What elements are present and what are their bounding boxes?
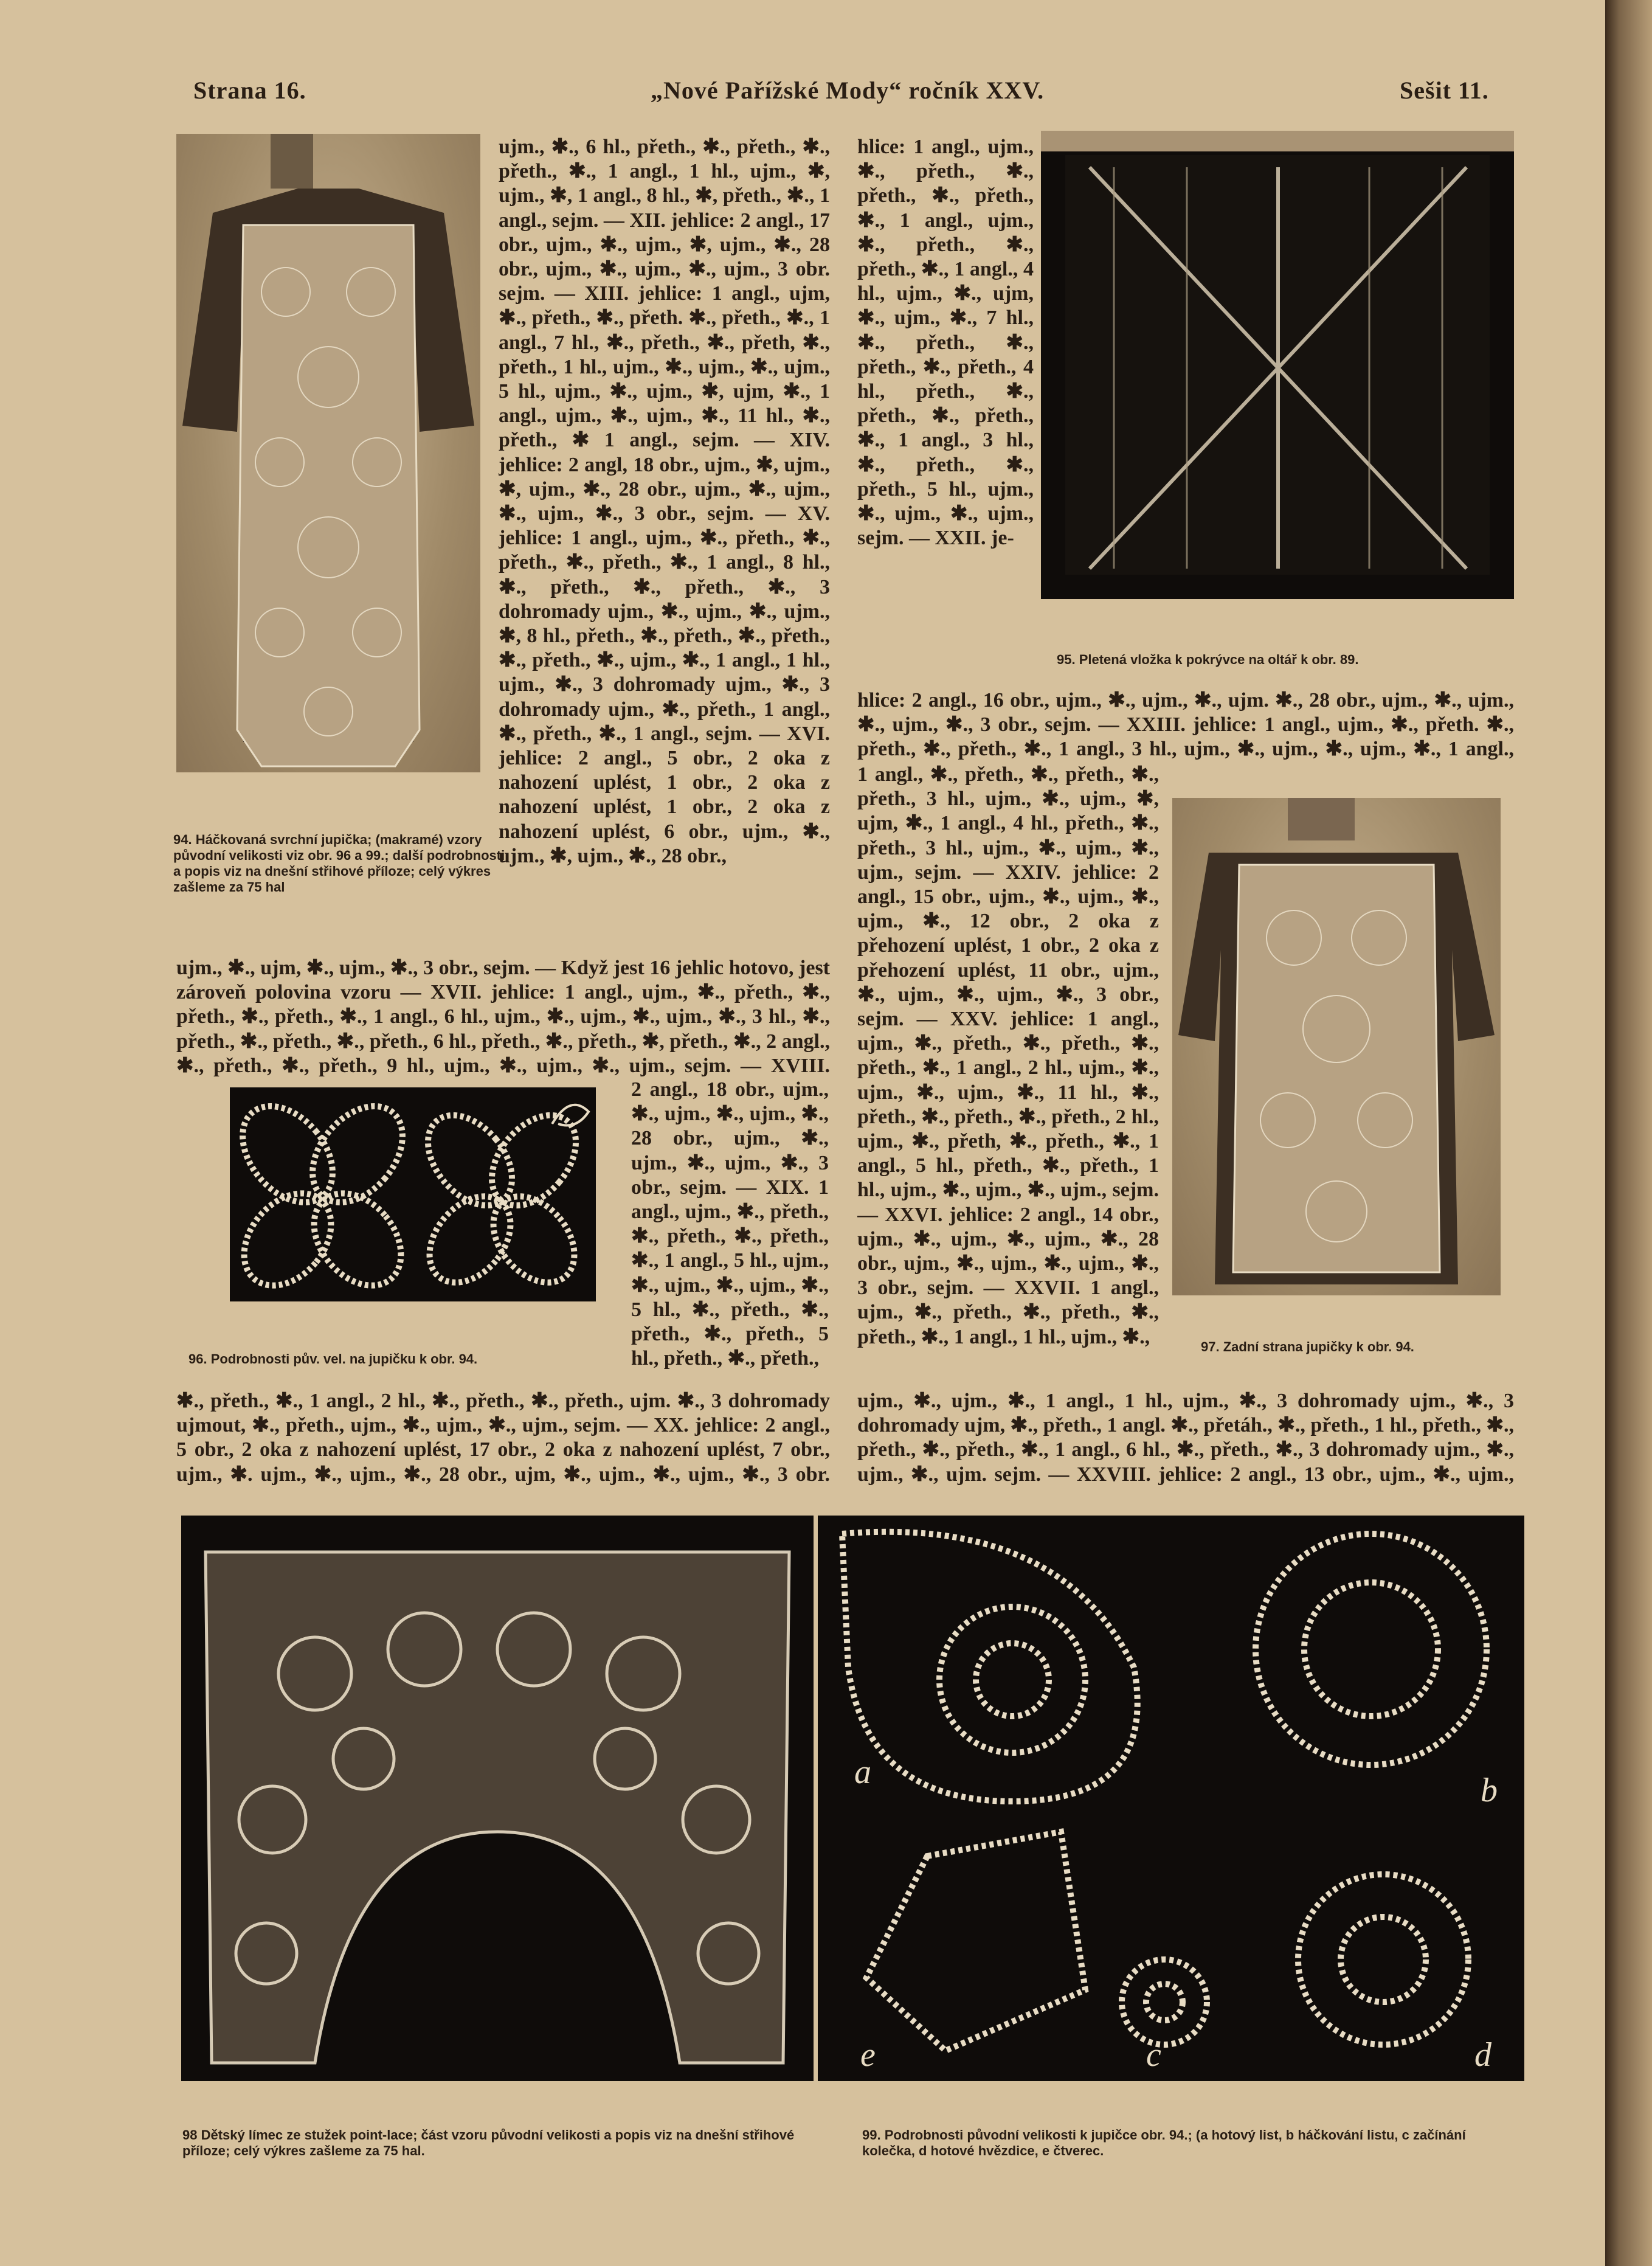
page-number: Strana 16. xyxy=(193,77,306,104)
caption-98 xyxy=(182,2127,812,2159)
figure-99-label-c: c xyxy=(1146,2036,1161,2074)
figure-99-label-b: b xyxy=(1481,1772,1498,1809)
figure-97-blouse-back xyxy=(1172,798,1501,1295)
pattern-text-column-b: 2 angl., 18 obr., ujm., ✱., ujm., ✱., ujm., ✱., 28 obr., ujm., ✱., ujm., ✱., ujm., ✱., 3 obr., sejm. — XIX. 1 angl., ujm., ✱., přeth., ✱., přeth., ✱., přeth., ✱., 1 angl., 5 hl., ujm., ✱., ujm., ✱., ujm., ✱., 5 hl., ✱., přeth., ✱., přeth., ✱., přeth., 5 hl., přeth., ✱., přeth., xyxy=(631,1078,829,1370)
caption-98-text: Dětský límec ze stužek point-lace; část vzoru původní velikosti a popis viz na dnešní střihové příloze; celý výkres zašleme za 75 hal. xyxy=(182,2127,795,2158)
caption-95: 95. Pletená vložka k pokrývce na oltář k obr. 89. xyxy=(1057,652,1359,667)
figure-99-label-a: a xyxy=(854,1753,871,1791)
pattern-text-column-a: ujm., ✱., 6 hl., přeth., ✱., přeth., ✱., přeth., ✱., 1 angl., 1 hl., ujm., ✱, ujm., ✱, 1 angl., 8 hl., ✱, přeth., ✱., 1 angl., sejm. — XII. jehlice: 2 angl., 17 obr., ujm., ✱., ujm., ✱, ujm., ✱., 28 obr., ujm., ✱., ujm., ✱., ujm., 3 obr. sejm. — XIII. jehlice: 1 angl., ujm, ✱., přeth., ✱., přeth. ✱., přeth., ✱., 1 angl., 7 hl., ✱., přeth., ✱., přeth, ✱., přeth., 1 hl., ujm., ✱., ujm., ✱., ujm., 5 hl., ujm., ✱., ujm., ✱, ujm, ✱., 1 angl., ujm., ✱., ujm., ✱., 11 hl., ✱., přeth., ✱ 1 angl., sejm. — XIV. jehlice: 2 angl, 18 obr., ujm., ✱, ujm., ✱, ujm., ✱., 28 obr., ujm., ✱., ujm., ✱., ujm., ✱., 3 obr., sejm. — XV. jehlice: 1 angl., ujm., ✱., přeth., ✱., přeth., ✱., přeth., ✱., 1 angl., 8 hl., ✱., přeth., ✱., přeth., ✱., 3 dohromady ujm., ✱., ujm., ✱., ujm., ✱, 8 hl., přeth., ✱., přeth., ✱., přeth., ✱., přeth., ✱., ujm., ✱., 1 angl., 1 hl., ujm., ✱., 3 dohromady ujm., ✱., 3 dohromady ujm., ✱., přeth., 1 angl., ✱., přeth., ✱., 1 angl., sejm. — XVI. jehlice: 2 angl., 5 obr., 2 oka z nahození uplést, 1 obr., 2 oka z nahození uplést, 1 obr., 2 oka z nahození uplést, 6 obr., ujm., ✱., ujm., ✱, ujm., ✱., 28 obr., xyxy=(499,136,830,867)
magazine-title: „Nové Pařížské Mody“ ročník XXV. xyxy=(651,77,1045,104)
pattern-text-full-1: ujm., ✱., ujm, ✱., ujm., ✱., 3 obr., sejm. — Když jest 16 jehlic hotovo, jest zároveň polovina vzoru — XVII. jehlice: 1 angl., ujm., ✱., přeth., ✱., přeth., ✱., přeth., ✱., 1 angl., 6 hl., ujm., ✱., ujm., ✱., ujm., ✱., 3 hl., ✱., přeth., ✱., přeth., ✱., přeth., 6 hl., přeth., ✱., přeth., ✱, přeth., ✱., 2 angl., ✱., přeth., ✱., přeth., 9 hl., ujm., ✱., ujm., ✱., ujm., sejm. — XVIII. xyxy=(176,957,830,1077)
caption-94: 94. Háčkovaná svrchní jupička; (makramé) vzory původní velikosti viz obr. 96 a 99.; další podrobnosti a popis viz na dnešní střihové příloze; celý výkres zašleme za 75 hal xyxy=(173,832,505,895)
caption-98-number: 98 xyxy=(182,2127,198,2143)
pattern-text-full-3: ujm., ✱., ujm., ✱., 1 angl., 1 hl., ujm., ✱., 3 dohromady ujm., ✱., 3 dohromady ujm, ✱., přeth., 1 angl. ✱., přetáh., ✱., přeth., 1 hl., přeth., ✱., přeth., ✱., přeth., ✱., 1 angl., 6 hl., ✱., přeth., ✱., 3 dohromady ujm., ✱., ujm., ✱., ujm. sejm. — XXVIII. jehlice: 2 angl., 13 obr., ujm., ✱., ujm., xyxy=(857,1390,1514,1486)
figure-99-label-d: d xyxy=(1474,2036,1491,2074)
caption-97: 97. Zadní strana jupičky k obr. 94. xyxy=(1201,1339,1414,1354)
pattern-text-column-d: 1 angl., ✱., přeth., ✱., přeth., ✱., přeth., 3 hl., ujm., ✱., ujm., ✱, ujm, ✱., 1 angl., 4 hl., přeth., ✱., přeth., 3 hl., ujm., ✱., ujm., ✱., ujm., sejm. — XXIV. jehlice: 2 angl., 15 obr., ujm., ✱., ujm., ✱., ujm., ✱., 12 obr., 2 oka z přehození uplést, 1 obr., 2 oka z přehození uplést, 11 obr., ujm., ✱., ujm., ✱., ujm., ✱., 3 obr., sejm. — XXV. jehlice: 1 angl., ujm., ✱., přeth., ✱., přeth., ✱., přeth., ✱., 1 angl., 2 hl., ujm., ✱., ujm., ✱., ujm., ✱., 11 hl., ✱., přeth., ✱., přeth., ✱., přeth., 2 hl., ujm., ✱., přeth, ✱., přeth., ✱., 1 angl., 5 hl., přeth., ✱., přeth., 1 hl., ujm., ✱., ujm., ✱., ujm., sejm. — XXVI. jehlice: 2 angl., 14 obr., ujm., ✱., ujm., ✱., ujm., ✱., 28 obr., ujm., ✱., ujm., ✱., ujm., ✱., 3 obr., sejm. — XXVII. 1 angl., ujm., ✱., přeth., ✱., přeth., ✱., přeth., ✱., 1 angl., 1 hl., ujm., ✱., xyxy=(857,763,1159,1348)
figure-95-knitted-insert xyxy=(1041,131,1514,599)
binding-edge xyxy=(1605,0,1652,2266)
figure-94-blouse-front xyxy=(176,134,480,772)
caption-96: 96. Podrobnosti pův. vel. na jupičku k obr. 94. xyxy=(188,1351,478,1367)
pattern-text-wide-mid: hlice: 2 angl., 16 obr., ujm., ✱., ujm., ✱., ujm. ✱., 28 obr., ujm., ✱., ujm., ✱., ujm., ✱., 3 obr., sejm. — XXIII. jehlice: 1 angl., ujm., ✱., přeth. ✱., přeth., ✱., přeth., ✱., 1 angl., 3 hl., ujm., ✱., ujm., ✱., ujm., ✱., 1 angl., xyxy=(857,689,1514,761)
pattern-text-column-c: hlice: 1 angl., ujm., ✱., přeth., ✱., přeth., ✱., přeth., ✱., 1 angl., ujm., ✱., přeth., ✱., přeth., ✱., 1 angl., 4 hl., ujm., ✱., ujm, ✱., ujm., ✱., 7 hl., ✱., přeth., ✱., přeth., ✱., přeth., 4 hl., přeth., ✱., přeth., ✱., přeth., ✱., 1 angl., 3 hl., ✱., přeth., ✱., přeth., 5 hl., ujm., ✱., ujm., ✱., ujm., sejm. — XXII. je- xyxy=(857,136,1034,550)
caption-99: 99. Podrobnosti původní velikosti k jupičce obr. 94.; (a hotový list, b háčkování listu, c začínání kolečka, d hotové hvězdice, e čtverec. xyxy=(862,2127,1466,2158)
issue-number: Sešit 11. xyxy=(1400,77,1489,104)
figure-99-crochet-details xyxy=(818,1516,1524,2081)
figure-99-label-e: e xyxy=(860,2036,876,2074)
figure-96-leaf-motifs xyxy=(230,1087,596,1301)
figure-98-childs-collar xyxy=(181,1516,814,2081)
pattern-text-full-2: ✱., přeth., ✱., 1 angl., 2 hl., ✱., přeth., ✱., přeth., ujm. ✱., 3 dohromady ujmout, ✱., přeth., ujm., ✱., ujm., ✱., ujm., sejm. — XX. jehlice: 2 angl., 5 obr., 2 oka z nahození uplést, 17 obr., 2 oka z nahození uplést, 7 obr., ujm., ✱. ujm., ✱., ujm., ✱., 28 obr., ujm, ✱., ujm., ✱., ujm., ✱., 3 obr. xyxy=(176,1390,830,1486)
